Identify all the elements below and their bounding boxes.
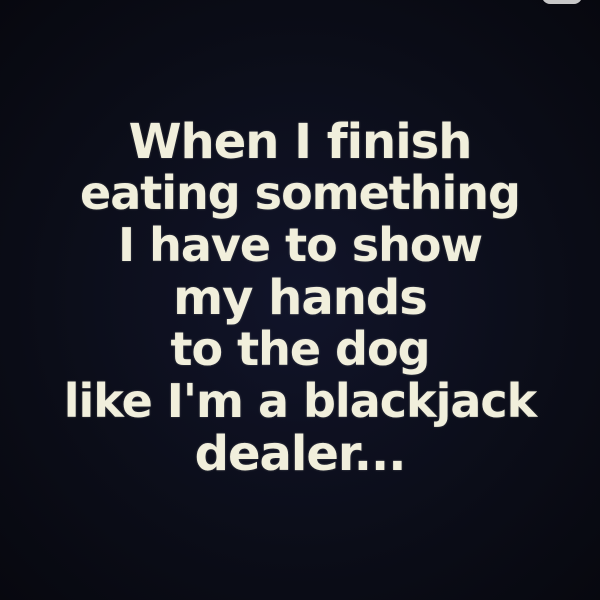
meme-quote	[0, 114, 600, 482]
corner-ui-fragment	[542, 0, 582, 4]
quote-line-5: to the dog	[170, 322, 430, 376]
quote-line-7: dealer...	[194, 426, 406, 482]
quote-line-6: like I'm a blackjack	[63, 374, 537, 428]
quote-line-4: my hands	[173, 270, 427, 326]
quote-line-1: When I finish	[128, 114, 472, 170]
quote-line-2: eating something	[80, 166, 520, 220]
quote-line-3: I have to show	[118, 218, 482, 272]
